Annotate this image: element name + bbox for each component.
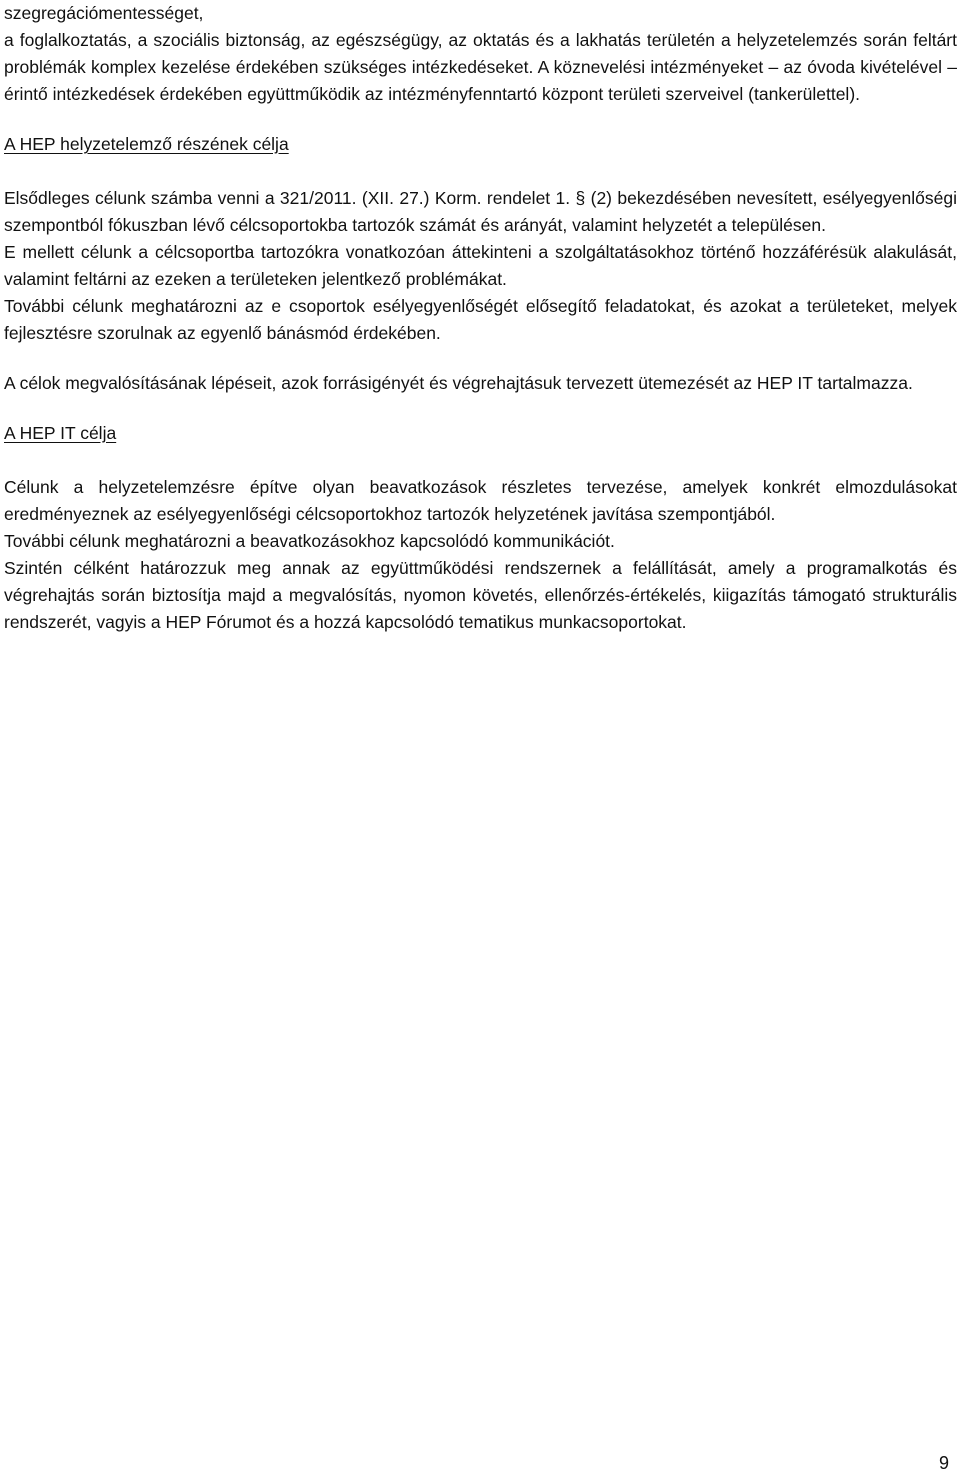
section-heading-helyzetelemzo: A HEP helyzetelemző részének célja (4, 134, 289, 154)
spacer (4, 397, 957, 420)
section2-paragraph-2: További célunk meghatározni a beavatkozásokhoz kapcsolódó kommunikációt. (4, 531, 615, 551)
section-heading-hep-it: A HEP IT célja (4, 423, 117, 443)
section1-paragraph-2: E mellett célunk a célcsoportba tartozókra vonatkozóan áttekinteni a szolgáltatásokhoz történő hozzáférésük alakulását, valamint feltárni az ezeken a területeken jelentkező problémákat. (4, 242, 957, 289)
spacer (4, 158, 957, 185)
document-page (4, 0, 957, 636)
spacer (4, 347, 957, 370)
page-number: 9 (938, 1453, 949, 1473)
intro-paragraph: a foglalkoztatás, a szociális biztonság, az egészségügy, az oktatás és a lakhatás területén a helyzetelemzés során feltárt problémák komplex kezelése érdekében szükséges intézkedéseket. A köznevelési intézményeket – az óvoda kivételével – érintő intézkedések érdekében együttműködik az intézményfenntartó központ területi szerveivel (tankerülettel). (4, 30, 957, 104)
spacer (4, 108, 957, 131)
spacer (4, 447, 957, 474)
section1-paragraph-3: További célunk meghatározni az e csoportok esélyegyenlőségét elősegítő feladatokat, és azokat a területeket, melyek fejlesztésre szorulnak az egyenlő bánásmód érdekében. (4, 296, 957, 343)
section1-paragraph-4: A célok megvalósításának lépéseit, azok forrásigényét és végrehajtásuk tervezett ütemezését az HEP IT tartalmazza. (4, 373, 913, 393)
section2-paragraph-1: Célunk a helyzetelemzésre építve olyan beavatkozások részletes tervezése, amelyek konkrét elmozdulásokat eredményeznek az esélyegyenlőségi célcsoportokhoz tartozók helyzetének javítása szempontjából. (4, 477, 957, 524)
section1-paragraph-1: Elsődleges célunk számba venni a 321/2011. (XII. 27.) Korm. rendelet 1. § (2) bekezdésében nevesített, esélyegyenlőségi szempontból fókuszban lévő célcsoportokba tartozók számát és arányát, valamint helyzetét a településen. (4, 188, 957, 235)
intro-line: szegregációmentességet, (4, 3, 204, 23)
section2-paragraph-3: Szintén célként határozzuk meg annak az együttműködési rendszernek a felállítását, amely a programalkotás és végrehajtás során biztosítja majd a megvalósítás, nyomon követés, ellenőrzés-értékelés, kiigazítás támogató strukturális rendszerét, vagyis a HEP Fórumot és a hozzá kapcsolódó tematikus munkacsoportokat. (4, 558, 957, 632)
